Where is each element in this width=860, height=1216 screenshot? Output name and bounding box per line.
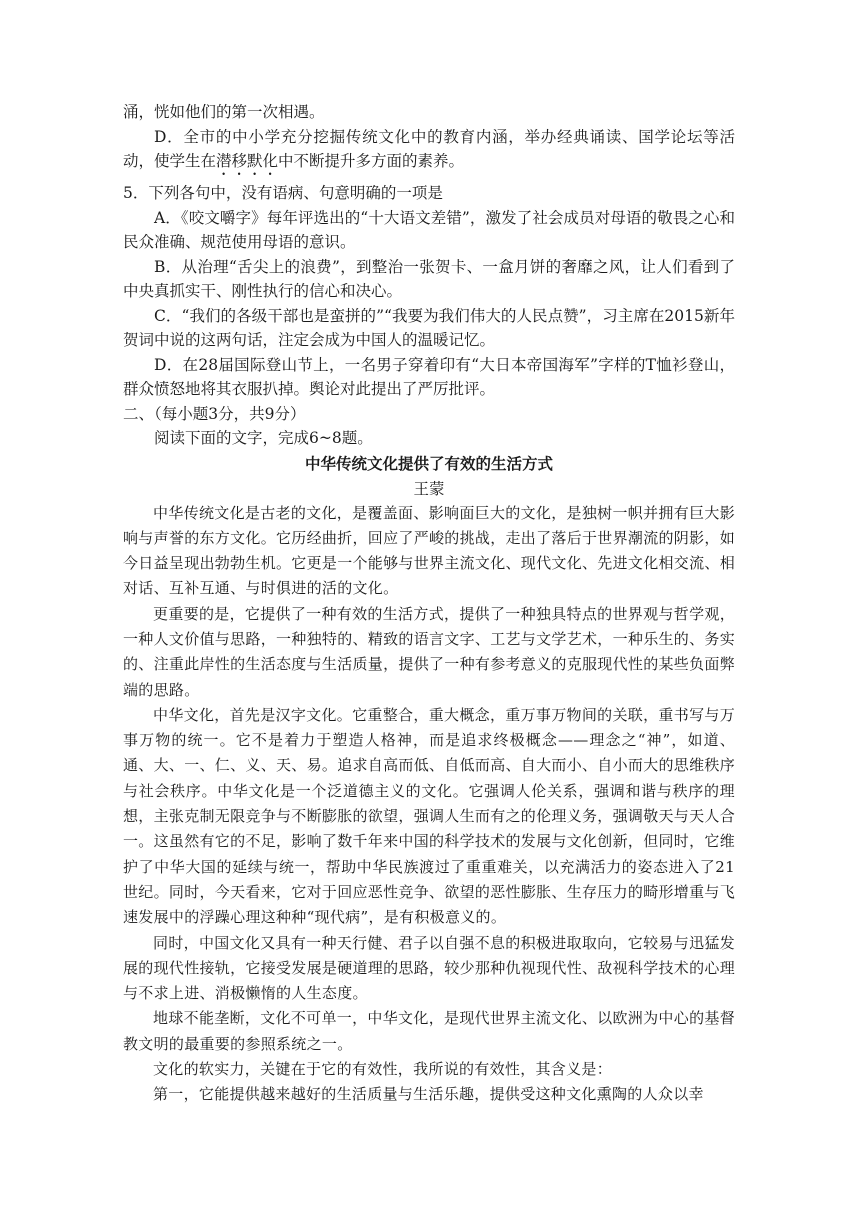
option-text: D．全市的中小学充分挖掘传统文化中的教育内涵，举办经典诵读、国学论坛等活动，使学生在	[123, 127, 735, 170]
section-heading: 二、（每小题3分，共9分）	[123, 404, 306, 423]
question-5-option-c: C．“我们的各级干部也是蛮拼的”“我要为我们伟大的人民点赞”，习主席在2015新年贺词中说的这两句话，注定会成为中国人的温暖记忆。	[123, 306, 735, 349]
article-paragraph: 更重要的是，它提供了一种有效的生活方式，提供了一种独具特点的世界观与哲学观，一种人文价值与思路，一种独特的、精致的语言文字、工艺与文学艺术，一种乐生的、务实的、注重此岸性的生活态度与生活质量，提供了一种有参考意义的克服现代性的某些负面弊端的思路。	[123, 604, 736, 699]
option-text-end: 中不断提升多方面的素养。	[278, 152, 465, 170]
option-d-previous-question	[123, 125, 735, 180]
dotted-phrase: 潜移默化	[216, 152, 279, 170]
article-body	[123, 501, 735, 1108]
article-paragraph: 中华文化，首先是汉字文化。它重整合，重大概念，重万事万物间的关联，重书写与万事万物的统一。它不是着力于塑造人格神，而是追求终极概念——理念之“神”，如道、通、大、一、仁、义、天、易。追求自高而低、自低而高、自大而小、自小而大的思维秩序与社会秩序。中华文化是一个泛道德主义的文化。它强调人伦关系，强调和谐与秩序的理想，主张克制无限竞争与不断膨胀的欲望，强调人生而有之的伦理义务，强调敬天与天人合一。这虽然有它的不足，影响了数千年来中国的科学技术的发展与文化创新，但同时，它维护了中华大国的延续与统一，帮助中华民族渡过了重重难关，以充满活力的姿态进入了21世纪。同时，今天看来，它对于回应恶性竞争、欲望的恶性膨胀、生存压力的畸形增重与飞速发展中的浮躁心理这种种“现代病”，是有积极意义的。	[123, 705, 736, 927]
article-paragraph: 中华传统文化是古老的文化，是覆盖面、影响面巨大的文化，是独树一帜并拥有巨大影响与声誉的东方文化。它历经曲折，回应了严峻的挑战，走出了落后于世界潮流的阴影，如今日益呈现出勃勃生机。它更是一个能够与世界主流文化、现代文化、先进文化相交流、相对话、互补互通、与时俱进的活的文化。	[123, 503, 736, 598]
article-paragraph: 地球不能垄断，文化不可单一，中华文化，是现代世界主流文化、以欧洲为中心的基督教文明的最重要的参照系统之一。	[123, 1009, 735, 1053]
question-5-option-a: A．《咬文嚼字》每年评选出的“十大语文差错”，激发了社会成员对母语的敬畏之心和民众准确、规范使用母语的意识。	[123, 208, 735, 251]
question-5-option-d: D．在28届国际登山节上，一名男子穿着印有“大日本帝国海军”字样的T恤衫登山，群众愤怒地将其衣服扒掉。舆论对此提出了严厉批评。	[123, 355, 735, 398]
question-5-option-b: B．从治理“舌尖上的浪费”，到整治一张贺卡、一盒月饼的奢靡之风，让人们看到了中央真抓实干、刚性执行的信心和决心。	[123, 257, 735, 300]
article-title: 中华传统文化提供了有效的生活方式	[304, 454, 553, 473]
article-paragraph: 文化的软实力，关键在于它的有效性，我所说的有效性，其含义是：	[153, 1060, 613, 1079]
continued-line: 涌，恍如他们的第一次相遇。	[123, 103, 325, 121]
article-author: 王蒙	[413, 479, 445, 498]
article-paragraph: 同时，中国文化又具有一种天行健、君子以自强不息的积极进取取向，它较易与迅猛发展的现代性接轨，它接受发展是硬道理的思路，较少那种仇视现代性、敌视科学技术的心理与不求上进、消极懒惰的人生态度。	[123, 933, 736, 1003]
question-5-stem: 5．下列各句中，没有语病、句意明确的一项是	[123, 184, 443, 202]
article-paragraph: 第一，它能提供越来越好的生活质量与生活乐趣，提供受这种文化熏陶的人众以幸	[153, 1085, 704, 1104]
section-instruction: 阅读下面的文字，完成6~8题。	[154, 429, 373, 447]
page-content	[123, 100, 735, 1108]
